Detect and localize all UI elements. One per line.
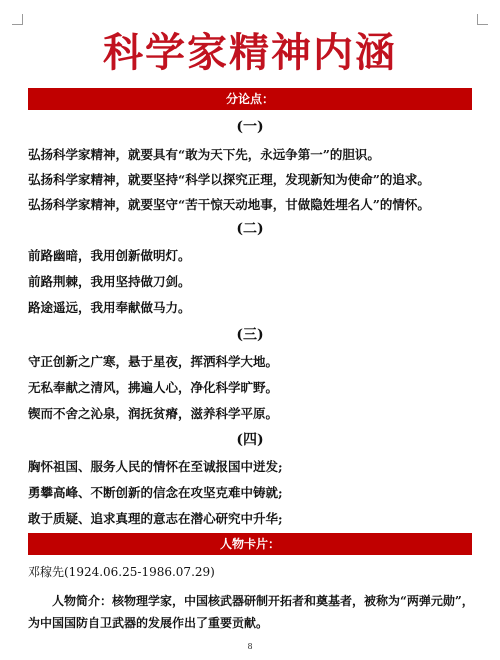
point-line: 敢于质疑、追求真理的意志在潜心研究中升华; — [28, 511, 283, 526]
person-name-dates: 邓稼先(1924.06.25-1986.07.29) — [28, 565, 215, 579]
point-line: 前路荆棘，我用坚持做刀剑。 — [28, 274, 191, 289]
page-number: 8 — [247, 642, 253, 651]
person-intro-text: 人物简介：核物理学家，中国核武器研制开拓者和奠基者，被称为“两弹元勋”，为中国国防自卫武器的发展作出了重要贡献。 — [28, 594, 474, 630]
page-title: 科学家精神内涵 — [103, 29, 397, 76]
section-heading-3: (三) — [236, 327, 264, 343]
point-line: 弘扬科学家精神，就要坚持“科学以探究正理，发现新知为使命”的追求。 — [28, 172, 430, 187]
crop-mark-top-left — [12, 14, 23, 25]
point-line: 锲而不舍之沁泉，润抚贫瘠，滋养科学平原。 — [28, 406, 279, 421]
point-line: 弘扬科学家精神，就要坚守“苦干惊天动地事，甘做隐姓埋名人”的情怀。 — [28, 197, 430, 212]
point-line: 胸怀祖国、服务人民的情怀在至诚报国中迸发; — [28, 459, 283, 474]
person-card-banner: 人物卡片： — [28, 533, 472, 555]
point-line: 无私奉献之清风，拂遍人心，净化科学旷野。 — [28, 380, 279, 395]
section-heading-4: (四) — [236, 432, 264, 448]
point-line: 路途遥远，我用奉献做马力。 — [28, 300, 191, 315]
section-heading-2: (二) — [236, 221, 264, 237]
point-line: 前路幽暗，我用创新做明灯。 — [28, 248, 191, 263]
sub-points-banner: 分论点： — [28, 88, 472, 110]
section-heading-1: (一) — [236, 119, 264, 135]
crop-mark-top-right — [477, 14, 488, 25]
person-intro — [28, 590, 476, 634]
point-line: 勇攀高峰、不断创新的信念在攻坚克难中铸就; — [28, 485, 283, 500]
point-line: 守正创新之广寒，悬于星夜，挥洒科学大地。 — [28, 354, 279, 369]
point-line: 弘扬科学家精神，就要具有“敢为天下先，永远争第一”的胆识。 — [28, 147, 380, 162]
